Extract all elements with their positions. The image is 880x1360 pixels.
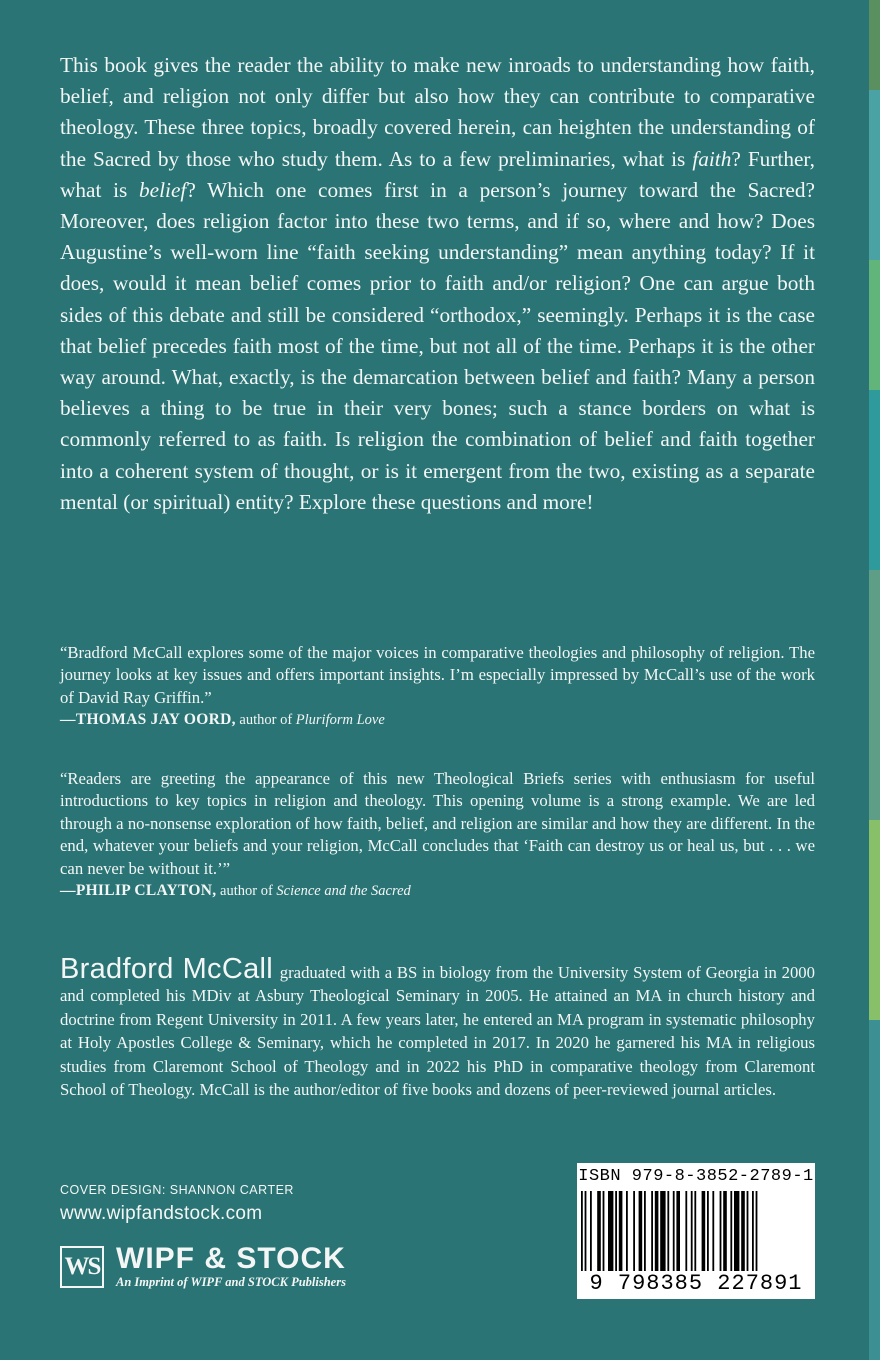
barcode-bar <box>691 1191 693 1271</box>
barcode-bar <box>730 1191 732 1271</box>
barcode-bar <box>756 1191 758 1271</box>
author-bio: Bradford McCall graduated with a BS in biology from the University System of Georgia in 2000 and completed his MDiv at Asbury Theological Seminary in 2005. He attained an MA in church history and doctrine from Regent University in 2011. A few years later, he entered an MA program in systematic philosophy at Holy Apostles College & Seminary, which he completed in 2017. In 2020 he garnered his MA in religious studies from Claremont School of Theology and in 2022 his PhD in comparative theology from Claremont School of Theology. McCall is the author/editor of five books and dozens of peer-reviewed journal articles. <box>60 953 815 1100</box>
edge-stripe <box>869 0 880 90</box>
barcode-bar <box>644 1191 646 1271</box>
barcode-bar <box>581 1191 583 1271</box>
barcode-bar <box>597 1191 601 1271</box>
edge-stripe <box>869 1020 880 1360</box>
barcode-bar <box>694 1191 696 1271</box>
barcode-bar <box>673 1191 675 1271</box>
barcode-bar <box>752 1191 754 1271</box>
barcode-bar <box>651 1191 653 1271</box>
barcode-bar <box>633 1191 635 1271</box>
barcode-bar <box>639 1191 643 1271</box>
barcode-bar <box>626 1191 628 1271</box>
barcode-bar <box>712 1191 714 1271</box>
barcode-bar <box>585 1191 587 1271</box>
endorsement-attribution: —THOMAS JAY OORD, author of Pluriform Love <box>60 711 385 729</box>
book-blurb: This book gives the reader the ability to make new inroads to understanding how faith, belief, and religion not only differ but also how they can contribute to comparative theology. These three topics, broadly covered herein, can heighten the understanding of the Sacred by those who study them. As to a few preliminaries, what is faith? Further, what is belief? Which one comes first in a person’s journey toward the Sacred? Moreover, does religion factor into these two terms, and if so, where and how? Does Augustine’s well-worn line “faith seeking understanding” mean anything today? If it does, would it mean belief comes prior to faith and/or religion? One can argue both sides of this debate and still be considered “orthodox,” seemingly. Perhaps it is the case that belief precedes faith most of the time, but not all of the time. Perhaps it is the other way around. What, exactly, is the demarcation between belief and faith? Many a person believes a thing to be true in their very bones; such a stance borders on what is commonly referred to as faith. Is religion the combination of belief and faith together into a coherent system of thought, or is it emergent from the two, existing as a separate mental (or spiritual) entity? Explore these questions and more! <box>60 53 815 514</box>
barcode-bar <box>660 1191 665 1271</box>
barcode-bar <box>741 1191 745 1271</box>
barcode-bar <box>615 1191 617 1271</box>
endorsement-text: “Readers are greeting the appearance of this new Theological Briefs series with enthusiasm for useful introductions to key topics in religion and theology. This opening volume is a strong example. We are led through a no-nonsense exploration of how faith, belief, and religion are similar and how they are different. In the end, whatever your beliefs and your religion, McCall concludes that ‘Faith can destroy us or heal us, but . . . we can never be without it.’” <box>60 769 815 878</box>
publisher-tagline: An Imprint of WIPF and STOCK Publishers <box>116 1275 346 1289</box>
publisher-logo <box>60 1242 390 1294</box>
edge-stripe <box>869 90 880 260</box>
barcode-bar <box>747 1191 749 1271</box>
barcode-bar <box>608 1191 613 1271</box>
barcode-bar <box>655 1191 659 1271</box>
barcode-bar <box>734 1191 739 1271</box>
publisher-website: www.wipfandstock.com <box>60 1203 263 1224</box>
barcode-bar <box>590 1191 592 1271</box>
edge-stripe <box>869 390 880 570</box>
isbn-label: ISBN 979-8-3852-2789-1 <box>578 1167 814 1186</box>
edge-stripe <box>869 260 880 390</box>
edge-stripe <box>869 570 880 820</box>
barcode-bar <box>667 1191 669 1271</box>
barcode-bars <box>581 1191 811 1271</box>
barcode-bar <box>676 1191 680 1271</box>
barcode-bar <box>723 1191 727 1271</box>
publisher-name: WIPF & STOCK <box>116 1242 346 1275</box>
barcode-bar <box>603 1191 605 1271</box>
endorsement-oord <box>60 642 815 731</box>
endorsement-text: “Bradford McCall explores some of the major voices in comparative theologies and philosophy of religion. The journey looks at key issues and offers important insights. I’m especially impressed by McCall’s use of the work of David Ray Griffin.” <box>60 643 815 707</box>
barcode-bar <box>702 1191 706 1271</box>
barcode-bar <box>685 1191 687 1271</box>
endorsement-attribution: —PHILIP CLAYTON, author of Science and the Sacred <box>60 882 411 900</box>
isbn-digits: 9 798385 227891 <box>589 1271 803 1296</box>
author-name: Bradford McCall <box>60 953 273 985</box>
publisher-mark: WS <box>60 1246 104 1288</box>
barcode-bar <box>619 1191 623 1271</box>
isbn-barcode <box>577 1163 815 1299</box>
barcode-bar <box>720 1191 722 1271</box>
endorsement-clayton <box>60 768 815 902</box>
barcode-bar <box>707 1191 709 1271</box>
edge-stripe <box>869 820 880 1020</box>
cover-design-credit: COVER DESIGN: SHANNON CARTER <box>60 1183 294 1197</box>
